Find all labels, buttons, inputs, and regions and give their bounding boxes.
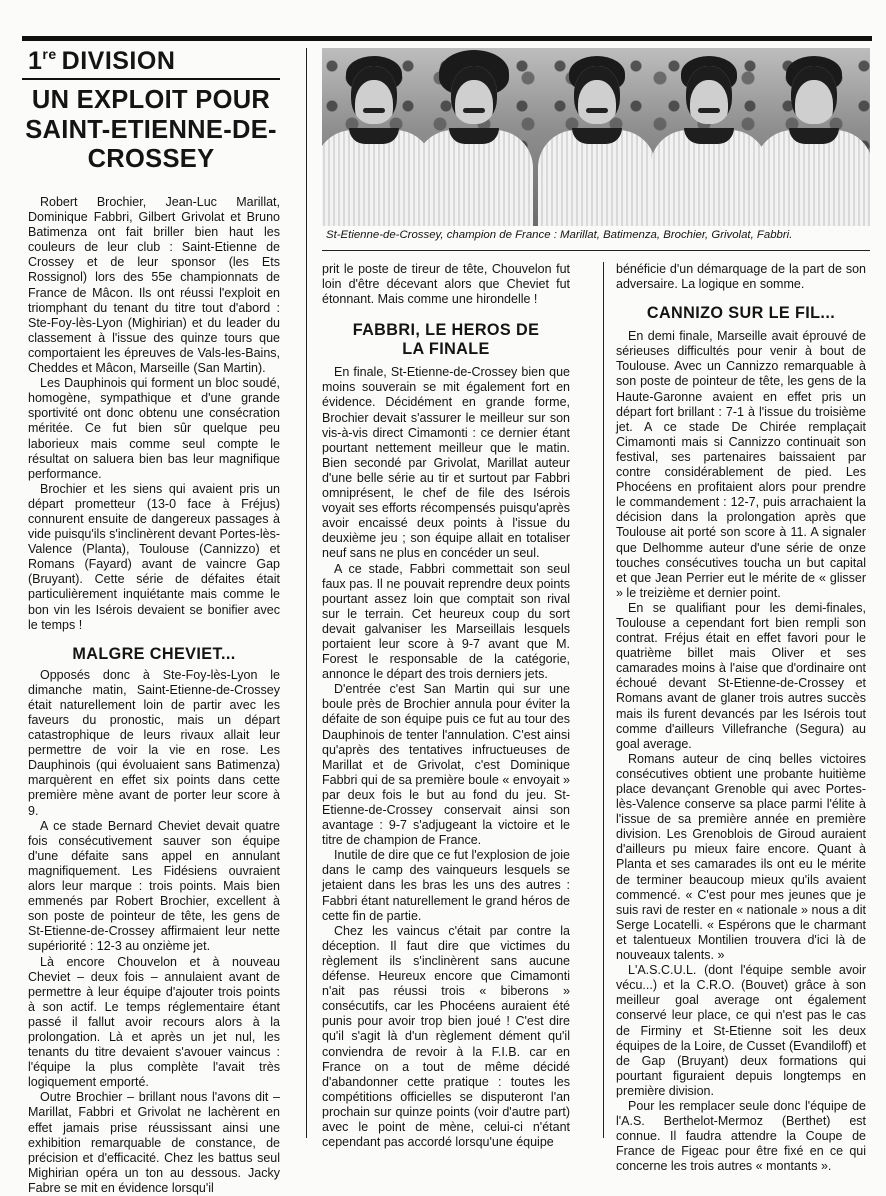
paragraph: En finale, St-Etienne-de-Crossey bien que moins souverain se mit également fort en évidence. Décidément en grande forme, Brochier devait s'assurer le meilleur sur son vis-à-vis direct Cimamonti : ce dernier étant pourtant nettement meilleur que le matin. Bien secondé par Grivolat, Marillat auteur d'une belle série au tir et surtout par Fabbri omniprésent, le chef de file des Isérois voyait ses efforts récompensés puisqu'après avoir encaissé deux points à l'issue du deuxième jeu ; son équipe allait en totaliser neuf sans ne plus en concéder un seul. — [322, 365, 570, 561]
top-rule — [22, 36, 872, 41]
paragraph: Chez les vaincus c'était par contre la déception. Il faut dire que victimes du règlement ils s'inclinèrent sans aucune défense. Heureux encore que Cimamonti n'ait pas réussi trois « biberons » consécutifs, car les Phocéens auraient été punis pour avoir trop bien joué ! C'est dire qu'il s'agit là d'un règlement dément qu'il conviendra de revoir à la F.I.B. car en France on a tout de même décidé d'abandonner cette pratique : toutes les compétitions officielles se disputeront l'an prochain sur quinze points (voir d'autre part) avec le point de mène, celui-ci n'étant cependant pas accordé lorsqu'une équipe — [322, 923, 570, 1150]
player-figure — [544, 48, 650, 226]
column-divider — [603, 262, 604, 1138]
article-column-3 — [616, 262, 866, 1174]
subheading: CANNIZO SUR LE FIL... — [646, 304, 836, 323]
photo-caption: St-Etienne-de-Crossey, champion de France : Marillat, Batimenza, Brochier, Grivolat, Fabbri. — [326, 229, 793, 241]
paragraph: L'A.S.C.U.L. (dont l'équipe semble avoir vécu...) et la C.R.O. (Bouvet) grâce à son meilleur goal average ont également conservé leur place, ce qui n'est pas le cas de Firminy et St-Etienne soit les deux équipes de la Loire, de Cusset (Evandiloff) et de Gap (Bruyant) deux formations qui pourtant figuraient depuis longtemps en première division. — [616, 963, 866, 1098]
paragraph: Pour les remplacer seule donc l'équipe de l'A.S. Berthelot-Mermoz (Berthet) est connue. Il faudra attendre la Coupe de France de Figeac pour être fixé en ce qui concerne les trois autres « montants ». — [616, 1098, 866, 1174]
paragraph: Inutile de dire que ce fut l'explosion de joie dans le camp des vainqueurs lesquels se jetaient dans les bras les uns des autres : Fabbri étant naturellement le grand héros de cette fin de partie. — [322, 848, 570, 923]
player-figure — [760, 48, 868, 226]
paragraph: Les Dauphinois qui forment un bloc soudé, homogène, sympathique et d'une grande sportivité ont donc obtenu une consécration méritée. Ce fut bien sûr quelque peu laborieux mais comme seul compte le résultat on saluera bien bas leur magnifique performance. — [28, 376, 280, 481]
player-figure — [324, 48, 424, 226]
section-rule — [22, 78, 280, 80]
paragraph: A ce stade Bernard Cheviet devait quatre fois consécutivement sauver son équipe d'une défaite sans appel en annulant magnifiquement. Les Fidésiens ouvraient alors leur marque : trois points. Mais bien emmenés par Robert Brochier, excellent à son poste de pointeur de tête, les gens de St-Etienne-de-Crossey affirmaient leur nette supériorité : 12-3 au onzième jet. — [28, 818, 280, 954]
page-title: UN EXPLOIT POUR SAINT-ETIENNE-DE-CROSSEY — [25, 86, 277, 173]
subheading: FABBRI, LE HEROS DE LA FINALE — [352, 321, 540, 359]
paragraph: Opposés donc à Ste-Foy-lès-Lyon le dimanche matin, Saint-Etienne-de-Crossey était naturellement loin de partir avec les faveurs du pronostic, mais un départ catastrophique de leurs rivaux allait leur permettre de voir la vie en rose. Les Dauphinois (qui évoluaient sans Batimenza) marquèrent en effet six points dans cette première mène avant de porter leur score à 9. — [28, 667, 280, 818]
paragraph: A ce stade, Fabbri commettait son seul faux pas. Il ne pouvait reprendre deux points pourtant assez loin que comptait son rival sur le terrain. Cet heureux coup du sort devait galvaniser les Marseillais lesquels portaient leur score à 9-7 avant que M. Forest le responsable de la catégorie, annonce le départ des trois derniers jets. — [322, 561, 570, 682]
subheading: MALGRE CHEVIET... — [72, 644, 236, 663]
paragraph: En demi finale, Marseille avait éprouvé de sérieuses difficultés pour venir à bout de Toulouse. Avec un Cannizzo remarquable à son poste de pointeur de tête, les gens de la Haute-Garonne avaient en effet pris un départ fort brillant : 7-1 à l'issue du troisième jet. A ce stade De Chirée remplaçait Cimamonti mais si Cannizzo continuait son festival, ses partenaires baissaient par contre considérablement de pied. Les Phocéens en profitaient alors pour prendre le commandement : 12-7, puis arrachaient la décision dans la prolongation après que Toulouse ait porté son score à 11. A signaler que Delhomme auteur d'une série de onze touches consécutives toucha un but capital et que Jean Perrier eut le mérite de « glisser » le treizième et dernier point. — [616, 329, 866, 600]
paragraph: Brochier et les siens qui avaient pris un départ prometteur (13-0 face à Fréjus) connurent ensuite de dangereux passages à vide puisqu'ils s'inclinèrent devant Portes-lès-Valence (Planta), Toulouse (Cannizzo) et Romans (Fayard) avant de vaincre Gap (Bruyant). Cette série de défaites était particulièrement inquiétante mais comme le bon vin les Isérois devaient se bonifier avec le temps ! — [28, 481, 280, 632]
paragraph: Outre Brochier – brillant nous l'avons dit – Marillat, Fabbri et Grivolat ne lachèrent en effet jamais prise réussissant ainsi une exhibition remarquable de constance, de précision et d'efficacité. Chez les battus seul Mighirian opéra un ton au dessous. Jacky Fabre se mit en évidence lorsqu'il — [28, 1090, 280, 1195]
player-figure — [420, 48, 528, 226]
paragraph: Là encore Chouvelon et à nouveau Cheviet – deux fois – annulaient avant de permettre à leur équipe d'ajouter trois points à son actif. Le temps réglementaire étant passé il fallut avoir recours alors à la prolongation. Là et après un jet nul, les tenants du titre devaient s'avouer vaincus : l'équipe la plus complète l'avait très logiquement emporté. — [28, 954, 280, 1090]
photo-divider — [322, 250, 870, 251]
column-divider — [306, 48, 307, 1138]
paragraph: bénéficie d'un démarquage de la part de son adversaire. La logique en somme. — [616, 262, 866, 292]
paragraph: Robert Brochier, Jean-Luc Marillat, Dominique Fabbri, Gilbert Grivolat et Bruno Batimenza ont fait briller bien haut les couleurs de leur club : Saint-Etienne de Crossey et de leur sponsor (les Ets Rossignol) lors des 55e championnats de France de Mâcon. Ils ont réussi l'exploit en triomphant du tenant du titre tout d'abord : Ste-Foy-lès-Lyon (Mighirian) et du leader du classement à l'issue des quinze tours que comportaient les épreuves de Vals-les-Bains, Cheddes et Mâcon, Marseille (San Martin). — [28, 195, 280, 376]
paragraph: prit le poste de tireur de tête, Chouvelon fut loin d'être décevant alors que Cheviet fut étonnant. Mais comme une hirondelle ! — [322, 262, 570, 307]
paragraph: Romans auteur de cinq belles victoires consécutives obtient une probante huitième place devançant Grenoble qui avec Portes-lès-Valence conserve sa place parmi l'élite à l'issue de sa première année en première division. Les Grenoblois de Giroud auraient d'ailleurs pu mieux faire encore. Quant à Planta et ses camarades ils ont eu le mérite de terminer beaucoup mieux qu'ils avaient commencé. « C'est pour mes jeunes que je suis ravi de rester en « nationale » nous a dit Serge Locatelli. « Espérons que le charmant et talentueux Montilien trouvera d'ici là de nouveaux talents. » — [616, 751, 866, 963]
section-number: 1 — [28, 47, 43, 75]
section-word: DIVISION — [61, 47, 176, 75]
team-photo — [322, 48, 870, 226]
article-column-2 — [322, 262, 570, 1150]
player-figure — [656, 48, 762, 226]
article-column-1 — [28, 195, 280, 1196]
section-suffix: re — [42, 46, 57, 62]
section-label — [28, 46, 175, 76]
paragraph: D'entrée c'est San Martin qui sur une boule près de Brochier annula pour éviter la défaite de son équipe puis ce fut au tour des Dauphinois de tenter l'annulation. C'est ainsi qu'après des tentatives infructueuses de Marillat et de Grivolat, c'est Dominique Fabbri qui de sa première boule « envoyait » par deux fois le but au fond du jeu. St-Etienne-de-Crossey conservait ainsi son avantage : 9-7 s'adjugeant la victoire et le titre de champion de France. — [322, 682, 570, 848]
paragraph: En se qualifiant pour les demi-finales, Toulouse a cependant fort bien rempli son contrat. Fréjus était en effet favori pour le quatrième billet mais Oliver et ses camarades moins à l'aise que d'ordinaire ont échoué devant St-Etienne-de-Crossey et Romans avant de glaner trois autres succès mais ils furent devancés par les Isérois tout comme d'ailleurs Villefranche (Segura) au goal average. — [616, 600, 866, 751]
